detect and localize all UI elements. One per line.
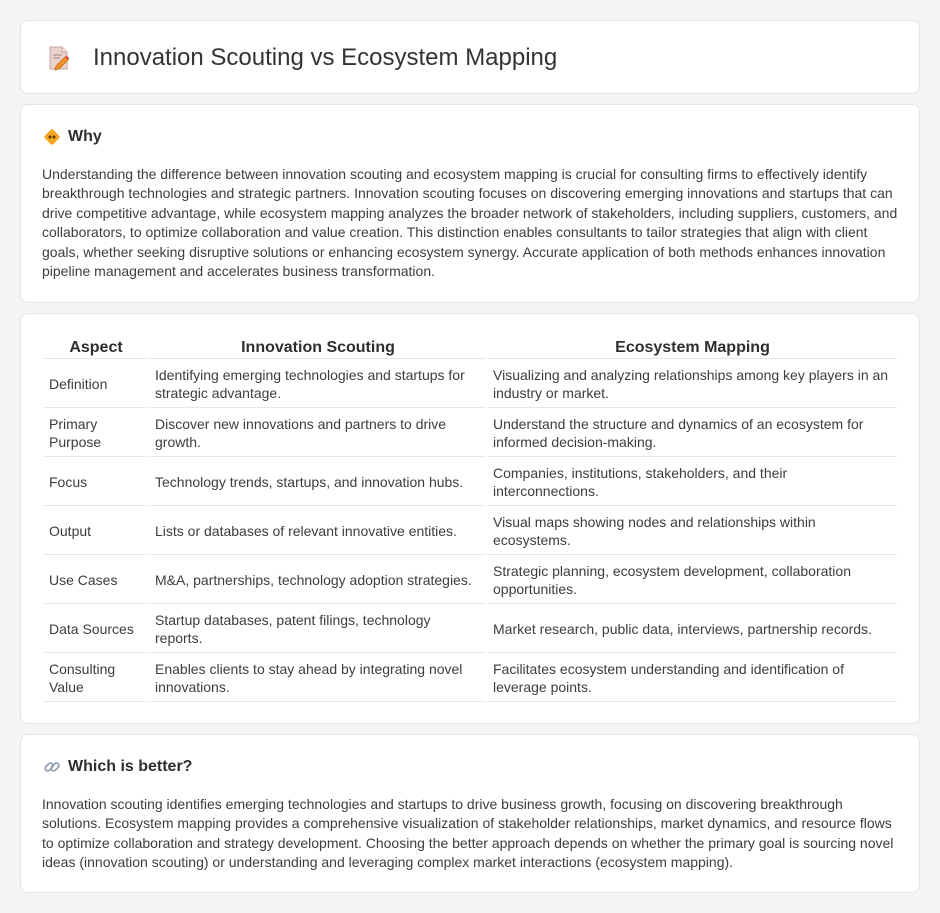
diamond-warning-icon <box>43 128 61 146</box>
ecosystem-mapping-cell: Visualizing and analyzing relationships among key players in an industry or market. <box>488 361 897 408</box>
innovation-scouting-cell: Identifying emerging technologies and startups for strategic advantage. <box>150 361 486 408</box>
header-card <box>20 20 920 94</box>
why-text: Understanding the difference between innovation scouting and ecosystem mapping is crucial for consulting firms to effectively identify breakthrough technologies and strategic partners. Innovation scouting focuses on discovering emerging innovations and startups that can drive competitive advantage, while ecosystem mapping analyzes the broader network of stakeholders, including suppliers, customers, and collaborators, to optimize collaboration and value creation. This distinction enables consultants to tailor strategies that align with client goals, whether seeking disruptive solutions or enhancing ecosystem synergy. Accurate application of both methods enhances innovation pipeline management and accelerates business transformation. <box>42 166 898 280</box>
why-title: Why <box>68 128 102 145</box>
which-is-better-title: Which is better? <box>68 758 193 775</box>
innovation-scouting-cell: Lists or databases of relevant innovative entities. <box>150 508 486 555</box>
innovation-scouting-cell: Discover new innovations and partners to drive growth. <box>150 410 486 457</box>
aspect-cell: Focus <box>44 459 148 506</box>
aspect-cell: Definition <box>44 361 148 408</box>
table-row <box>44 410 897 457</box>
column-header-ecosystem-mapping: Ecosystem Mapping <box>488 337 897 359</box>
innovation-scouting-cell: Enables clients to stay ahead by integrating novel innovations. <box>150 655 486 702</box>
table-header-row <box>44 337 897 359</box>
ecosystem-mapping-cell: Visual maps showing nodes and relationships within ecosystems. <box>488 508 897 555</box>
page-title: Innovation Scouting vs Ecosystem Mapping <box>93 44 558 71</box>
column-header-aspect: Aspect <box>44 337 148 359</box>
table-row <box>44 459 897 506</box>
table-row <box>44 655 897 702</box>
table-row <box>44 606 897 653</box>
why-heading <box>43 127 102 147</box>
aspect-cell: Data Sources <box>44 606 148 653</box>
comparison-table <box>42 335 899 704</box>
table-row <box>44 508 897 555</box>
ecosystem-mapping-cell: Understand the structure and dynamics of an ecosystem for informed decision-making. <box>488 410 897 457</box>
ecosystem-mapping-cell: Market research, public data, interviews, partnership records. <box>488 606 897 653</box>
innovation-scouting-cell: Technology trends, startups, and innovation hubs. <box>150 459 486 506</box>
which-is-better-heading <box>43 757 192 777</box>
table-row <box>44 557 897 604</box>
ecosystem-mapping-cell: Strategic planning, ecosystem development, collaboration opportunities. <box>488 557 897 604</box>
innovation-scouting-cell: M&A, partnerships, technology adoption strategies. <box>150 557 486 604</box>
innovation-scouting-cell: Startup databases, patent filings, technology reports. <box>150 606 486 653</box>
link-icon <box>43 758 61 776</box>
aspect-cell: Primary Purpose <box>44 410 148 457</box>
document-pen-icon <box>47 45 71 71</box>
aspect-cell: Consulting Value <box>44 655 148 702</box>
which-is-better-text: Innovation scouting identifies emerging technologies and startups to drive business growth, focusing on discovering breakthrough solutions. Ecosystem mapping provides a comprehensive visualization of stakeholder relationships, market dynamics, and resource flows to optimize collaboration and strategy development. Choosing the better approach depends on whether the primary goal is sourcing novel ideas (innovation scouting) or understanding and leveraging complex market interactions (ecosystem mapping). <box>42 796 894 871</box>
aspect-cell: Use Cases <box>44 557 148 604</box>
why-section <box>20 104 920 303</box>
ecosystem-mapping-cell: Facilitates ecosystem understanding and identification of leverage points. <box>488 655 897 702</box>
which-is-better-section <box>20 734 920 893</box>
table-row <box>44 361 897 408</box>
ecosystem-mapping-cell: Companies, institutions, stakeholders, and their interconnections. <box>488 459 897 506</box>
comparison-table-card <box>20 313 920 724</box>
column-header-innovation-scouting: Innovation Scouting <box>150 337 486 359</box>
aspect-cell: Output <box>44 508 148 555</box>
